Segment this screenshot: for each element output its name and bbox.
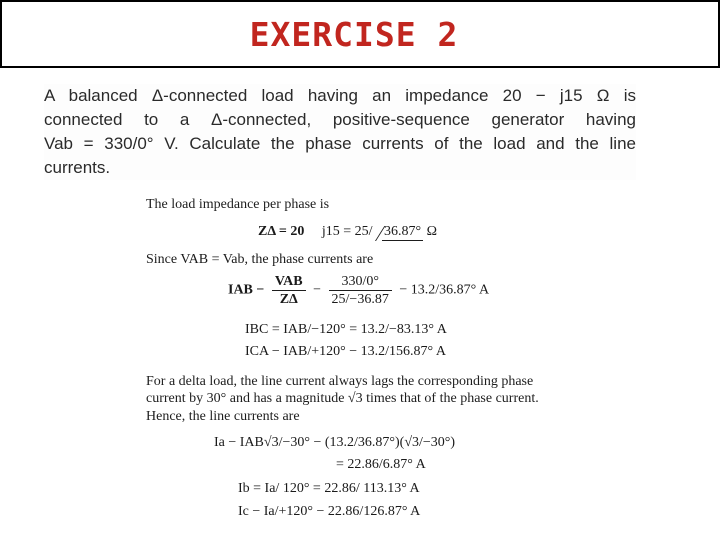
impedance-unit: Ω [426,224,438,239]
ia-equation: Ia − IAB√3/−30° − (13.2/36.87°)(√3/−30°) [214,435,456,450]
ibc-equation: IBC = IAB/−120° = 13.2/−83.13° A [245,322,447,337]
iab-lhs: IAB − [228,282,265,298]
delta-line-1: For a delta load, the line current always lags the corresponding phase [146,374,534,389]
iab-frac1-num: VAB [272,273,306,291]
impedance-equation [258,224,437,241]
iab-fraction-1 [272,273,306,308]
problem-line-3: Vab = 330/0° V. Calculate the phase currents of the load and the line [44,134,636,153]
iab-equals: − [313,282,322,298]
exercise-title: EXERCISE 2 [249,14,459,54]
solution-block [146,196,586,213]
solution-intro: The load impedance per phase is [146,197,330,212]
since-text: Since VAB = Vab, the phase currents are [146,252,374,267]
impedance-lhs: ZΔ = 20 [258,224,305,239]
delta-line-2: current by 30° and has a magnitude √3 times that of the phase current. [146,391,539,407]
iab-rhs: − 13.2/36.87° A [399,282,490,298]
problem-line-2: connected to a Δ-connected, positive-sequence generator having [44,110,636,129]
ia-result: = 22.86/6.87° A [336,457,426,472]
delta-paragraph [146,373,586,425]
problem-line-1: A balanced Δ-connected load having an impedance 20 − j15 Ω is [44,86,636,105]
title-bar [0,0,720,68]
iab-frac2-num: 330/0° [329,273,392,291]
problem-statement [44,84,636,180]
iab-fraction-2 [329,273,392,308]
ic-equation: Ic − Ia/+120° − 22.86/126.87° A [238,504,421,519]
iab-frac1-den: ZΔ [279,292,298,307]
iab-equation [228,273,489,308]
impedance-mid: j15 = 25/ [321,224,373,239]
iab-frac2-den: 25/−36.87 [331,292,389,307]
ib-equation: Ib = Ia/ 120° = 22.86/ 113.13° A [238,481,420,496]
problem-line-4: currents. [44,158,111,177]
impedance-angle: 36.87° [384,224,422,239]
delta-line-3: Hence, the line currents are [146,408,300,424]
ica-equation: ICA − IAB/+120° − 13.2/156.87° A [245,344,446,359]
